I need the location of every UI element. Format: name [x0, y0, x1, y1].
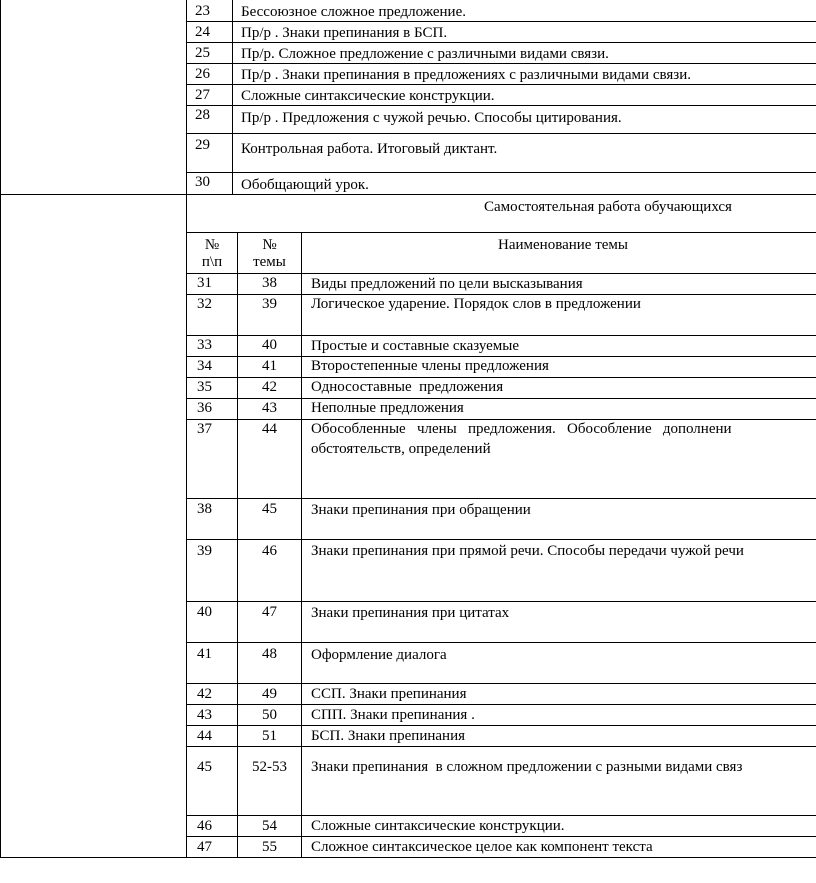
- row-number: 28: [195, 107, 210, 123]
- row-topic: СПП. Знаки препинания .: [311, 707, 475, 723]
- row-topic: Обобщающий урок.: [241, 177, 369, 193]
- row-divider: [186, 601, 816, 602]
- header-topic-num-line2: темы: [253, 254, 286, 270]
- row-topic: Пр/р. Сложное предложение с различными видами связи.: [241, 46, 609, 62]
- row-divider: [186, 419, 816, 420]
- row-divider: [186, 21, 816, 22]
- row-number: 30: [195, 174, 210, 190]
- header-num-line2: п\п: [201, 254, 223, 270]
- row-topic: Знаки препинания при обращении: [311, 502, 531, 518]
- row-divider: [186, 704, 816, 705]
- row-number: 41: [197, 646, 212, 662]
- row-number: 35: [197, 379, 212, 395]
- row-number: 33: [197, 337, 212, 353]
- row-number: 47: [197, 839, 212, 855]
- row-number: 23: [195, 3, 210, 19]
- row-number: 36: [197, 400, 212, 416]
- row-number: 25: [195, 45, 210, 61]
- left-border: [0, 0, 1, 857]
- row-divider: [186, 498, 816, 499]
- row-topic-number: 47: [262, 604, 277, 620]
- row-topic-number: 46: [262, 543, 277, 559]
- row-topic-number: 38: [262, 275, 277, 291]
- row-topic: Знаки препинания при прямой речи. Способы передачи чужой речи: [311, 543, 744, 559]
- bottom-border: [0, 857, 816, 858]
- row-divider: [186, 172, 816, 173]
- row-number: 26: [195, 66, 210, 82]
- row-topic: Простые и составные сказуемые: [311, 338, 520, 354]
- row-number: 34: [197, 358, 212, 374]
- column-divider: [301, 232, 302, 857]
- row-divider: [186, 273, 816, 274]
- row-topic-number: 41: [262, 358, 277, 374]
- header-num-line1: №: [204, 237, 220, 253]
- row-divider: [186, 294, 816, 295]
- row-topic-number: 42: [262, 379, 277, 395]
- row-topic: Неполные предложения: [311, 400, 464, 416]
- row-topic-line1: Обособленные члены предложения. Обособление дополнени: [311, 421, 732, 437]
- row-topic: Логическое ударение. Порядок слов в предложении: [311, 296, 641, 312]
- row-topic: Односоставные предложения: [311, 379, 504, 395]
- row-divider: [186, 232, 816, 233]
- row-divider: [186, 815, 816, 816]
- row-divider: [186, 539, 816, 540]
- column-divider: [186, 0, 187, 857]
- section-divider: [0, 194, 816, 195]
- row-topic: Контрольная работа. Итоговый диктант.: [241, 141, 498, 157]
- row-number: 40: [197, 604, 212, 620]
- row-number: 43: [197, 707, 212, 723]
- row-number: 45: [197, 759, 212, 775]
- row-topic: Знаки препинания при цитатах: [311, 605, 510, 621]
- row-topic: Знаки препинания в сложном предложении с разными видами связ: [311, 759, 743, 775]
- row-topic: Пр/р . Знаки препинания в предложениях с различными видами связи.: [241, 67, 691, 83]
- row-topic-number: 52-53: [252, 759, 287, 775]
- row-topic-number: 55: [262, 839, 277, 855]
- row-topic: Сложные синтаксические конструкции.: [241, 88, 495, 104]
- row-topic: Сложные синтаксические конструкции.: [311, 818, 565, 834]
- row-number: 37: [197, 421, 212, 437]
- row-number: 29: [195, 137, 210, 153]
- row-topic-number: 54: [262, 818, 277, 834]
- row-number: 31: [197, 275, 212, 291]
- row-divider: [186, 84, 816, 85]
- section-heading: Самостоятельная работа обучающихся: [484, 199, 732, 215]
- row-topic-number: 39: [262, 296, 277, 312]
- header-topic-name: Наименование темы: [498, 237, 628, 253]
- row-number: 39: [197, 543, 212, 559]
- row-divider: [186, 105, 816, 106]
- row-number: 27: [195, 87, 210, 103]
- row-number: 44: [197, 728, 212, 744]
- row-topic-number: 51: [262, 728, 277, 744]
- row-topic-number: 50: [262, 707, 277, 723]
- row-divider: [186, 356, 816, 357]
- row-topic-number: 45: [262, 501, 277, 517]
- row-topic: Сложное синтаксическое целое как компонент текста: [311, 839, 653, 855]
- row-divider: [186, 725, 816, 726]
- row-topic: Пр/р . Знаки препинания в БСП.: [241, 25, 448, 41]
- row-divider: [186, 746, 816, 747]
- row-topic-number: 48: [262, 646, 277, 662]
- row-topic: Второстепенные члены предложения: [311, 358, 549, 374]
- row-number: 32: [197, 296, 212, 312]
- row-divider: [186, 63, 816, 64]
- row-divider: [186, 335, 816, 336]
- row-topic-number: 40: [262, 337, 277, 353]
- row-topic: БСП. Знаки препинания: [311, 728, 465, 744]
- row-topic: Виды предложений по цели высказывания: [311, 276, 583, 292]
- row-topic: Бессоюзное сложное предложение.: [241, 4, 466, 20]
- row-number: 38: [197, 501, 212, 517]
- row-number: 46: [197, 818, 212, 834]
- header-topic-num-line1: №: [262, 237, 277, 253]
- row-topic-number: 49: [262, 686, 277, 702]
- row-divider: [186, 642, 816, 643]
- row-topic: ССП. Знаки препинания: [311, 686, 467, 702]
- row-topic-number: 43: [262, 400, 277, 416]
- row-number: 42: [197, 686, 212, 702]
- row-topic: Пр/р . Предложения с чужой речью. Способы цитирования.: [241, 110, 622, 126]
- row-divider: [186, 398, 816, 399]
- row-topic-line2: обстоятельств, определений: [311, 441, 491, 457]
- row-divider: [186, 683, 816, 684]
- row-divider: [186, 836, 816, 837]
- row-topic: Оформление диалога: [311, 647, 447, 663]
- row-divider: [186, 377, 816, 378]
- column-divider: [232, 0, 233, 194]
- row-number: 24: [195, 24, 210, 40]
- row-divider: [186, 42, 816, 43]
- row-divider: [186, 133, 816, 134]
- row-topic-number: 44: [262, 421, 277, 437]
